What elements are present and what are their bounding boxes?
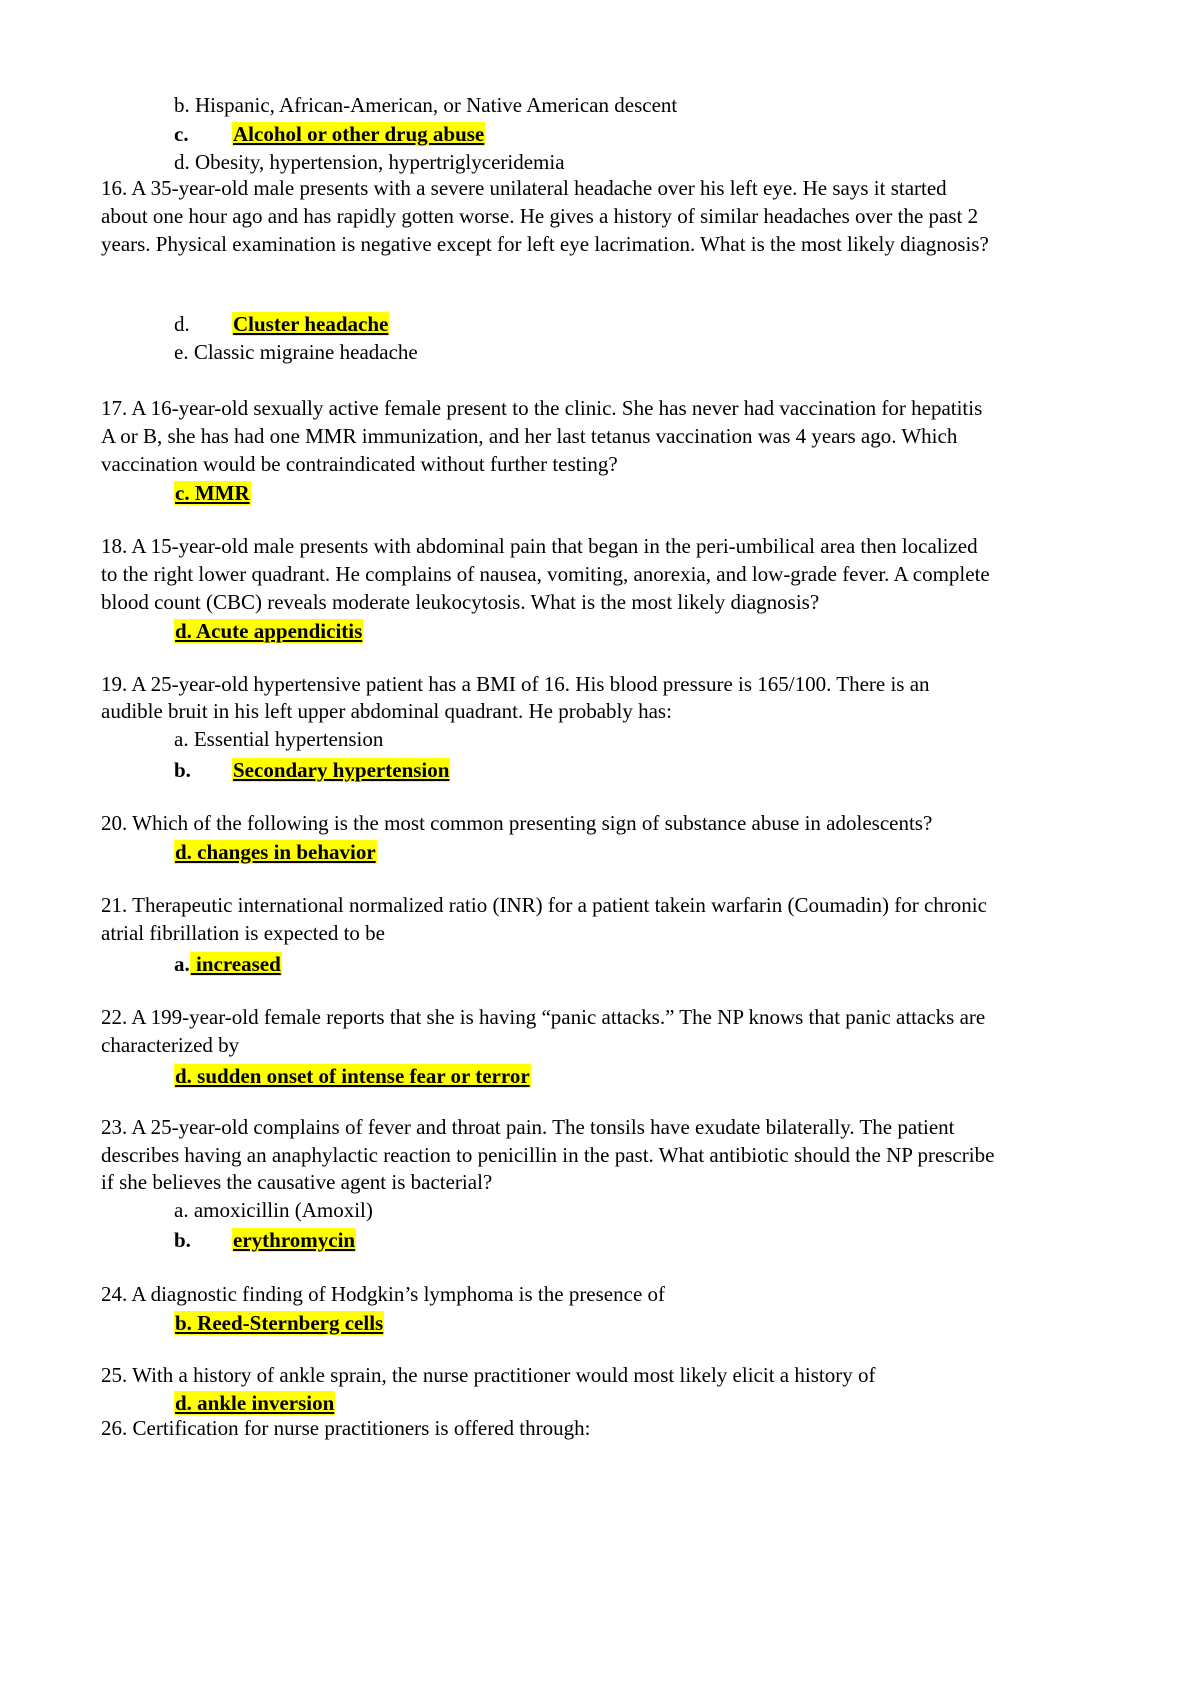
q23-line-1: 23. A 25-year-old complains of fever and throat pain. The tonsils have exudate bilaterally. The patient bbox=[101, 1115, 955, 1139]
q16-line-1: 16. A 35-year-old male presents with a severe unilateral headache over his left eye. He says it started bbox=[101, 176, 947, 200]
q22-line-2: characterized by bbox=[101, 1033, 240, 1057]
q25-answer bbox=[174, 1393, 335, 1414]
q21-answer-label: a. bbox=[174, 952, 190, 976]
q18-line-3: blood count (CBC) reveals moderate leukocytosis. What is the most likely diagnosis? bbox=[101, 590, 820, 614]
q22-answer-highlight: d. sudden onset of intense fear or terror bbox=[175, 1064, 530, 1088]
q23-option-b bbox=[174, 1230, 356, 1251]
q19-option-a: a. Essential hypertension bbox=[174, 727, 384, 751]
q25-line-1: 25. With a history of ankle sprain, the nurse practitioner would most likely elicit a history of bbox=[101, 1363, 876, 1387]
q17-line-1: 17. A 16-year-old sexually active female present to the clinic. She has never had vaccination for hepatitis bbox=[101, 396, 983, 420]
q18-answer-highlight: d. Acute appendicitis bbox=[175, 619, 363, 643]
q21-line-1: 21. Therapeutic international normalized ratio (INR) for a patient takein warfarin (Coumadin) for chronic bbox=[101, 893, 987, 917]
q25-answer-highlight: d. ankle inversion bbox=[175, 1391, 335, 1415]
q19-line-1: 19. A 25-year-old hypertensive patient has a BMI of 16. His blood pressure is 165/100. There is an bbox=[101, 672, 930, 696]
q16-option-e: e. Classic migraine headache bbox=[174, 340, 418, 364]
q17-line-2: A or B, she has had one MMR immunization, and her last tetanus vaccination was 4 years ago. Which bbox=[101, 424, 958, 448]
q23-option-a: a. amoxicillin (Amoxil) bbox=[174, 1198, 373, 1222]
q23-answer-highlight: erythromycin bbox=[233, 1228, 356, 1252]
q17-answer bbox=[174, 483, 251, 504]
q20-answer-highlight: d. changes in behavior bbox=[175, 840, 376, 864]
q15-answer-highlight: Alcohol or other drug abuse bbox=[233, 122, 485, 146]
q18-line-1: 18. A 15-year-old male presents with abdominal pain that began in the peri-umbilical area then localized bbox=[101, 534, 978, 558]
q23-line-2: describes having an anaphylactic reaction to penicillin in the past. What antibiotic should the NP prescribe bbox=[101, 1143, 995, 1167]
q20-line-1: 20. Which of the following is the most common presenting sign of substance abuse in adolescents? bbox=[101, 811, 933, 835]
q24-line-1: 24. A diagnostic finding of Hodgkin’s lymphoma is the presence of bbox=[101, 1282, 666, 1306]
q16-option-d-label: d. bbox=[174, 312, 190, 336]
q16-line-3: years. Physical examination is negative except for left eye lacrimation. What is the most likely diagnosis? bbox=[101, 232, 989, 256]
q22-answer bbox=[174, 1066, 531, 1087]
q22-line-1: 22. A 199-year-old female reports that she is having “panic attacks.” The NP knows that panic attacks are bbox=[101, 1005, 986, 1029]
q24-answer-highlight: b. Reed-Sternberg cells bbox=[175, 1311, 384, 1335]
q17-line-3: vaccination would be contraindicated without further testing? bbox=[101, 452, 618, 476]
q21-answer bbox=[174, 954, 282, 975]
q20-answer bbox=[174, 842, 377, 863]
q19-option-b bbox=[174, 760, 450, 781]
q19-option-b-label: b. bbox=[174, 758, 191, 782]
q15-option-d: d. Obesity, hypertension, hypertriglyceridemia bbox=[174, 150, 565, 174]
q15-option-c bbox=[174, 124, 485, 145]
q18-line-2: to the right lower quadrant. He complains of nausea, vomiting, anorexia, and low-grade fever. A complete bbox=[101, 562, 990, 586]
q21-answer-highlight: increased bbox=[190, 952, 281, 976]
q16-answer-highlight: Cluster headache bbox=[233, 312, 389, 336]
q16-line-2: about one hour ago and has rapidly gotten worse. He gives a history of similar headaches over the past 2 bbox=[101, 204, 979, 228]
q21-line-2: atrial fibrillation is expected to be bbox=[101, 921, 385, 945]
q26-line-1: 26. Certification for nurse practitioners is offered through: bbox=[101, 1416, 591, 1440]
q18-answer bbox=[174, 621, 363, 642]
q15-option-b: b. Hispanic, African-American, or Native American descent bbox=[174, 93, 678, 117]
q19-answer-highlight: Secondary hypertension bbox=[233, 758, 450, 782]
q16-option-d bbox=[174, 314, 389, 335]
q15-option-c-label: c. bbox=[174, 122, 189, 146]
q23-line-3: if she believes the causative agent is bacterial? bbox=[101, 1170, 493, 1194]
q17-answer-highlight: c. MMR bbox=[175, 481, 250, 505]
q23-option-b-label: b. bbox=[174, 1228, 191, 1252]
q24-answer bbox=[174, 1313, 384, 1334]
q19-line-2: audible bruit in his left upper abdominal quadrant. He probably has: bbox=[101, 699, 672, 723]
